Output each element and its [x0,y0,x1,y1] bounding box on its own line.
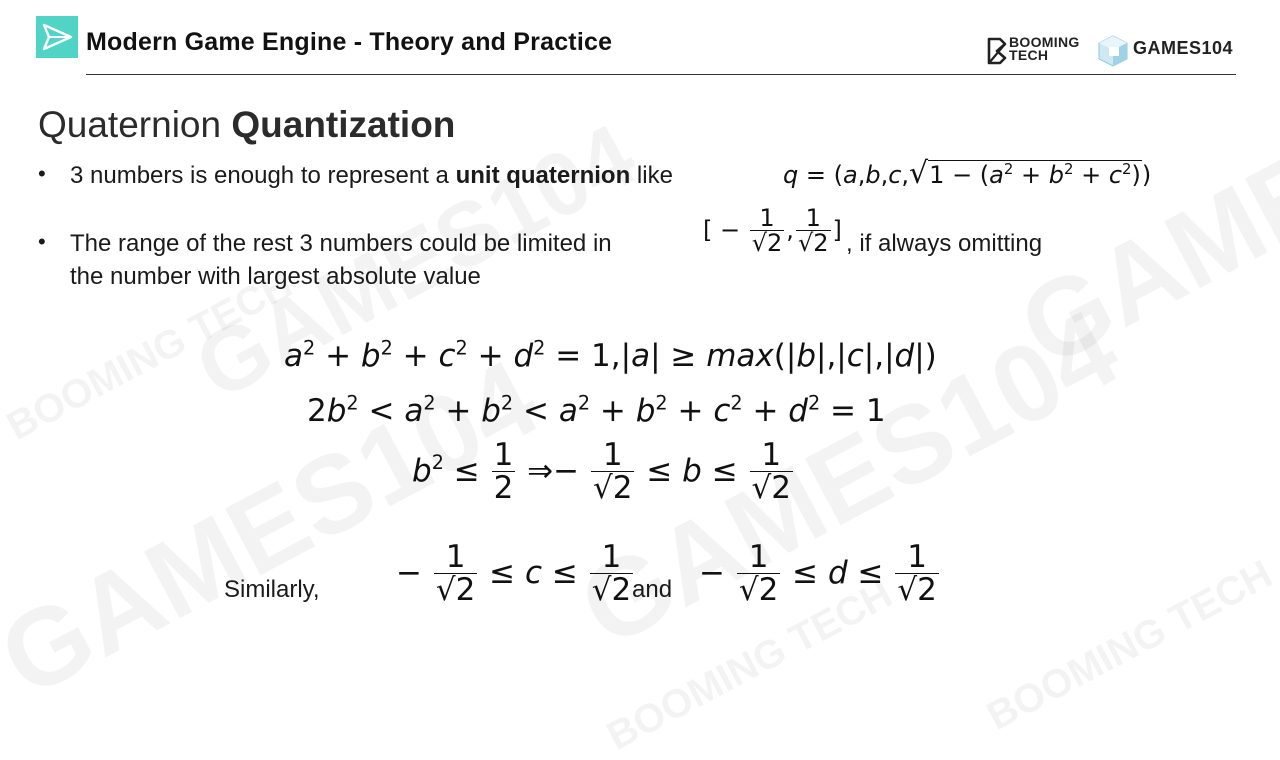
bullet-1-like: like [636,162,673,189]
equation-unit-norm: $a^2 + b^2 + c^2 + d^2 = 1,|a| \ge \max(|b|,|c|,|d|)$ [284,336,937,374]
slide-title-part2: Quantization [231,104,456,145]
unit-quaternion-formula: $q = (a,b,c,√1 - (a^2 + b^2 + c^2))$ [783,156,1152,191]
equation-inequality: $2b^2 < a^2 + b^2 < a^2 + b^2 + c^2 + d^2 = 1$ [307,391,886,429]
booming-tech-logo-icon [986,36,1008,66]
bullet-1 [70,162,673,190]
similarly-label: Similarly, [224,576,320,603]
equation-d-bound: − $\frac{1}{√2}$ ≤ d ≤ $\frac{1}{√2}$ [699,539,937,608]
booming-tech-wordmark [1009,36,1080,62]
bullet-2-tail: , if always omitting [846,230,1043,257]
header-divider [86,74,1236,75]
bullet-1-text: 3 numbers is enough to represent a [70,162,449,189]
booming-tech-line1: BOOMING [1009,34,1080,50]
course-logo-icon [36,16,78,58]
range-formula: [ − $\frac{1}{√2}$ , $\frac{1}{√2}$ ] [703,204,842,257]
equation-b-bound: $b^2$ ≤ $\frac{1}{2}$ ⇒− $\frac{1}{√2}$ ≤ b ≤ $\frac{1}{√2}$ [412,437,792,506]
bullet-dot: • [38,161,46,186]
slide-title-part1: Quaternion [38,104,222,145]
watermark-text [980,552,1280,740]
booming-tech-line2: TECH [1009,47,1049,63]
games104-cube-icon [1097,34,1129,73]
games104-wordmark: GAMES104 [1133,38,1234,58]
bullet-1-bold: unit quaternion [455,162,631,189]
and-label: and [632,576,673,603]
course-title: Modern Game Engine - Theory and Practice [86,28,613,56]
bullet-2-text: The range of the rest 3 numbers could be limited in [70,230,612,257]
bullet-2-line2: the number with largest absolute value [70,263,481,290]
equation-c-bound: − $\frac{1}{√2}$ ≤ c ≤ $\frac{1}{√2}$ [396,539,632,608]
bullet-dot: • [38,229,46,254]
slide-title [38,104,455,146]
